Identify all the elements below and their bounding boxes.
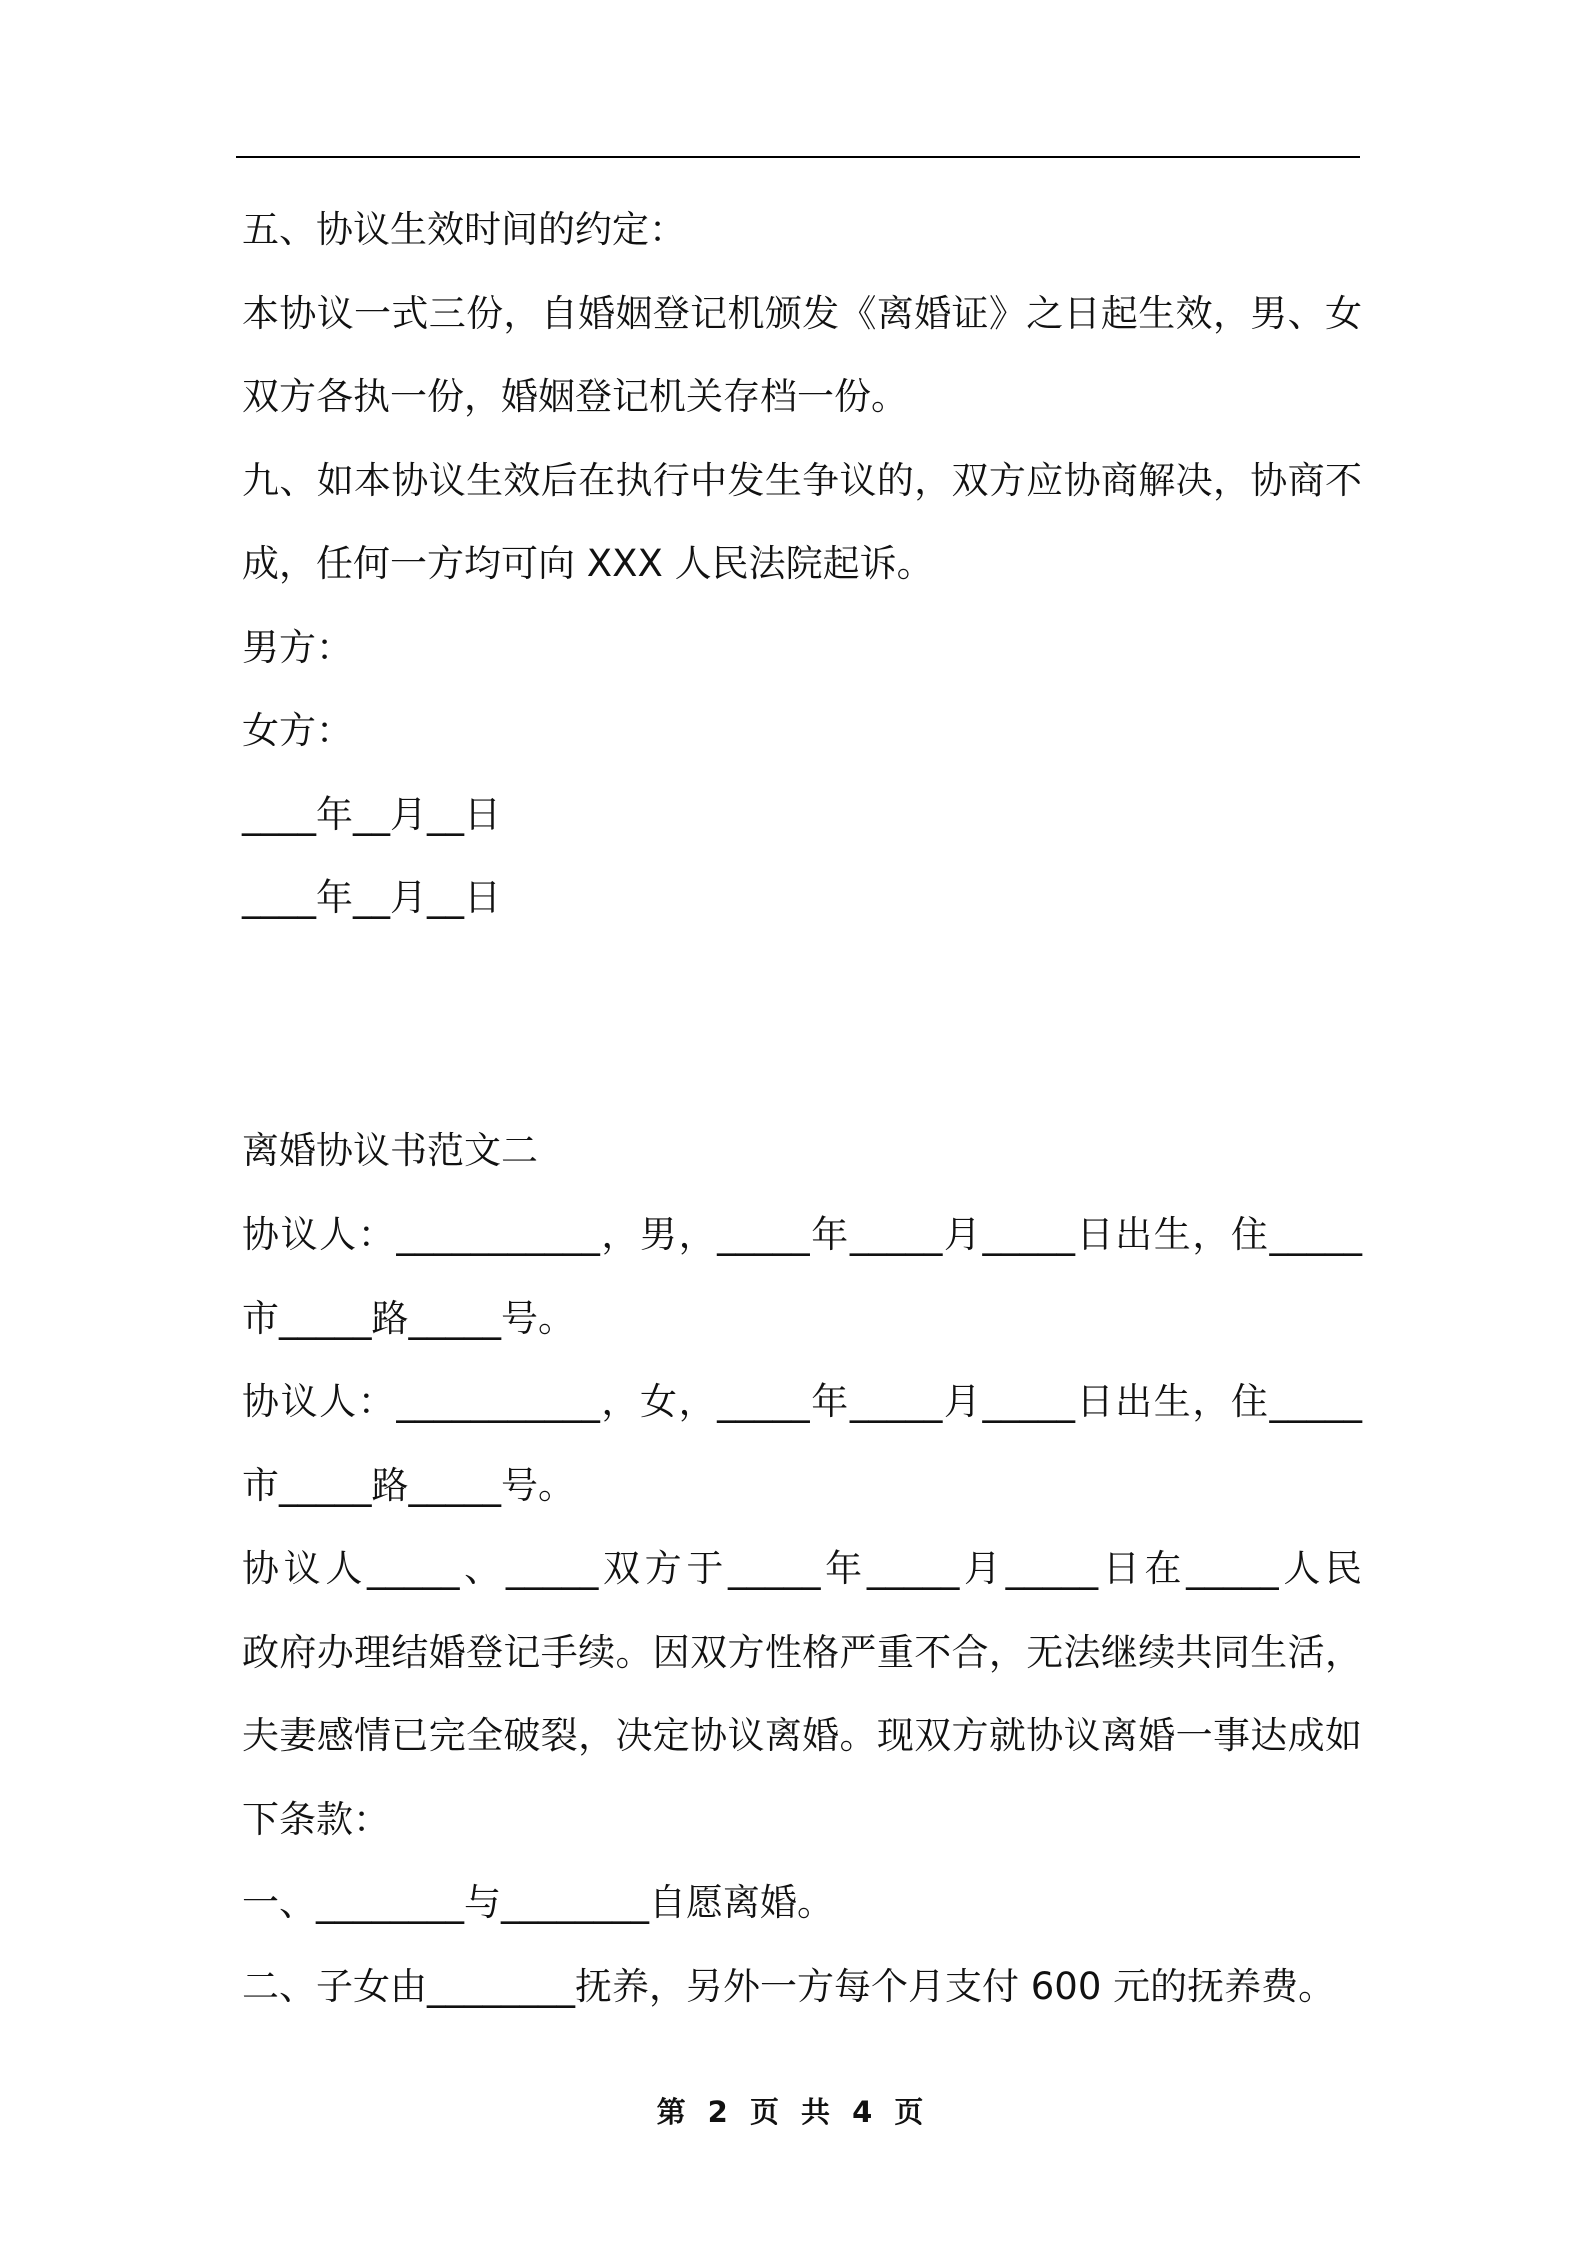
paragraph-line: 下条款： — [242, 1798, 390, 1841]
paragraph-line: 夫妻感情已完全破裂，决定协议离婚。现双方就协议离婚一事达成如 — [242, 1714, 1362, 1757]
party-address-line: 市_____路_____号。 — [242, 1464, 575, 1507]
female-party-label: 女方： — [242, 709, 353, 752]
header-rule — [236, 156, 1360, 158]
date-line: ____年__月__日 — [242, 793, 501, 836]
section-heading-effective-time: 五、协议生效时间的约定： — [242, 208, 686, 251]
paragraph-line: 协议人_____、_____双方于_____年_____月_____日在_____人民 — [242, 1547, 1362, 1590]
date-line: ____年__月__日 — [242, 876, 501, 919]
paragraph-line: 双方各执一份，婚姻登记机关存档一份。 — [242, 375, 908, 418]
page-number: 第 2 页 共 4 页 — [656, 2095, 930, 2129]
paragraph-line: 本协议一式三份，自婚姻登记机颁发《离婚证》之日起生效，男、女 — [242, 292, 1362, 335]
clause-line: 一、________与________自愿离婚。 — [242, 1881, 834, 1924]
paragraph-line: 九、如本协议生效后在执行中发生争议的，双方应协商解决，协商不 — [242, 459, 1362, 502]
party-address-line: 市_____路_____号。 — [242, 1297, 575, 1340]
paragraph-line: 成，任何一方均可向 XXX 人民法院起诉。 — [242, 542, 934, 585]
party-line: 协议人：___________，女，_____年_____月_____日出生，住_____ — [242, 1380, 1362, 1423]
paragraph-line: 政府办理结婚登记手续。因双方性格严重不合，无法继续共同生活， — [242, 1631, 1362, 1674]
male-party-label: 男方： — [242, 626, 353, 669]
party-line: 协议人：___________，男，_____年_____月_____日出生，住_____ — [242, 1213, 1362, 1256]
clause-line: 二、子女由________抚养，另外一方每个月支付 600 元的抚养费。 — [242, 1965, 1336, 2008]
sample-title: 离婚协议书范文二 — [242, 1129, 538, 1172]
